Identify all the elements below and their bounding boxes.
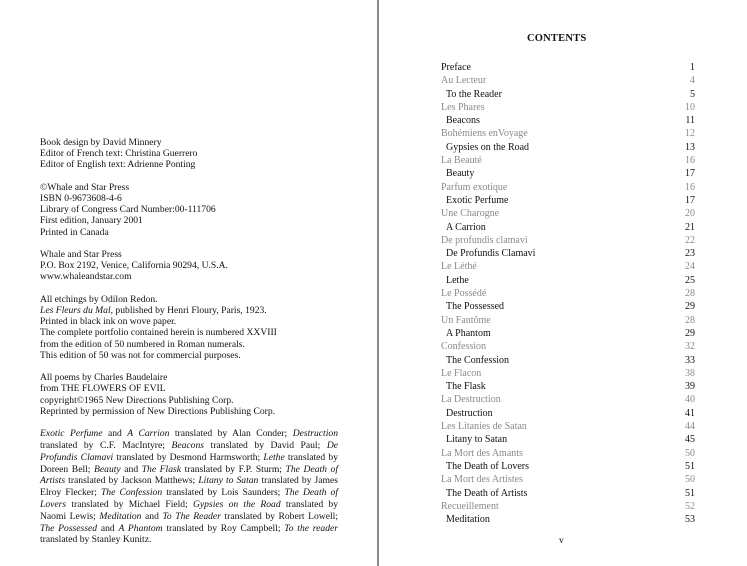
- toc-title: The Death of Lovers: [446, 460, 530, 472]
- toc-entry-english: [441, 274, 695, 287]
- toc-title: Preface: [441, 62, 471, 73]
- toc-entry-english: [441, 221, 695, 234]
- toc-title: The Flask: [446, 381, 486, 393]
- toc-page-number: 51: [685, 487, 695, 499]
- toc-title: Confession: [441, 341, 486, 353]
- translator-text: and: [97, 522, 119, 534]
- poem-title: To the reader: [284, 522, 338, 534]
- toc-page-number: 1: [690, 62, 695, 73]
- toc-title: Les Phares: [441, 101, 485, 113]
- translator-text: translated by Alan Conder;: [169, 428, 293, 440]
- permission-line: Reprinted by permission of New Directions Publishing Corp.: [40, 405, 276, 417]
- poem-title: Beacons: [171, 440, 204, 451]
- publisher-address-line: P.O. Box 2192, Venice, California 90294, U.S.A.: [40, 260, 228, 272]
- toc-entry-french: [441, 154, 695, 167]
- poem-title: To The Reader: [162, 510, 221, 522]
- toc-page-number: 13: [685, 141, 695, 153]
- toc-page-number: 23: [685, 248, 695, 260]
- toc-entry-french: [441, 367, 695, 380]
- toc-page-number: 28: [685, 314, 695, 326]
- toc-title: The Confession: [446, 354, 510, 366]
- translator-text: translated by Naomi Lewis;: [40, 498, 338, 522]
- toc-page-number: 4: [690, 75, 695, 87]
- etchings-info: [40, 294, 340, 361]
- toc-page-number: 40: [685, 394, 695, 406]
- toc-entry-french: [441, 393, 695, 406]
- translator-credits: [40, 428, 338, 546]
- poems-permission: [40, 372, 340, 417]
- publisher-name: Whale and Star Press: [40, 249, 122, 260]
- toc-page-number: 11: [685, 115, 695, 127]
- permission-line: copyright©1965 New Directions Publishing Corp.: [40, 394, 234, 406]
- toc-entry-french: [441, 207, 695, 220]
- toc-page-number: 38: [685, 367, 695, 379]
- toc-entry-french: [441, 74, 695, 87]
- poem-title: Meditation: [99, 510, 142, 522]
- toc-title: Meditation: [446, 514, 490, 526]
- toc-entry-french: [441, 420, 695, 433]
- poem-title: Beauty: [94, 463, 121, 475]
- toc-page-number: 16: [685, 155, 695, 167]
- translator-text: translated by Stanley Kunitz.: [40, 534, 152, 546]
- publisher-website: www.whaleandstar.com: [40, 271, 132, 283]
- source-rest: , published by Henri Floury, Paris, 1923.: [110, 305, 267, 316]
- toc-entry-french: [441, 340, 695, 353]
- toc-entry-french: [441, 447, 695, 460]
- toc-page-number: 51: [685, 460, 695, 472]
- toc-title: De profundis clamavi: [441, 234, 528, 246]
- toc-title: The Death of Artists: [446, 487, 528, 499]
- toc-title: A Phantom: [446, 327, 491, 339]
- toc-title: The Possessed: [446, 301, 505, 313]
- toc-entry-french: [441, 127, 695, 140]
- poem-title: Lethe: [263, 451, 285, 463]
- toc-title: La Beauté: [441, 155, 482, 167]
- toc-title: Litany to Satan: [446, 434, 508, 446]
- source-line: [40, 305, 340, 316]
- edition-line: First edition, January 2001: [40, 215, 143, 227]
- toc-title: Bohémiens enVoyage: [441, 128, 528, 140]
- toc-title: Exotic Perfume: [446, 194, 509, 206]
- toc-title: La Destruction: [441, 394, 501, 406]
- poem-title: Destruction: [292, 428, 338, 440]
- toc-page-number: 12: [685, 128, 695, 140]
- toc-title: Gypsies on the Road: [446, 141, 530, 153]
- toc-title: Un Fantôme: [441, 314, 491, 326]
- poem-title: The Possessed: [40, 522, 98, 534]
- page-number: v: [559, 536, 564, 546]
- translator-text: and: [102, 428, 128, 440]
- etchings-line: The complete portfolio contained herein is numbered XXVIII: [40, 327, 277, 339]
- translator-text: and: [120, 463, 142, 475]
- toc-entry-french: [441, 234, 695, 247]
- toc-page-number: 17: [685, 168, 695, 180]
- design-credits: [40, 137, 340, 171]
- toc-page-number: 17: [685, 194, 695, 206]
- toc-title: Beauty: [446, 168, 475, 180]
- toc-title: Le Léthé: [441, 261, 477, 273]
- toc-title: Le Flacon: [441, 367, 482, 379]
- permission-line: All poems by Charles Baudelaire: [40, 372, 168, 384]
- source-title: Les Fleurs du Mal: [40, 305, 111, 316]
- toc-page-number: 24: [685, 261, 695, 273]
- credit-line: Editor of English text: Adrienne Ponting: [40, 159, 196, 171]
- publisher-address: [40, 249, 340, 283]
- toc-entry-french: [441, 473, 695, 486]
- poem-title: Litany to Satan: [198, 475, 259, 487]
- toc-page-number: 39: [685, 381, 695, 393]
- toc-page-number: 28: [685, 288, 695, 300]
- toc-entry-english: [441, 247, 695, 260]
- toc-page-number: 52: [685, 500, 695, 512]
- toc-entry-french: [441, 314, 695, 327]
- toc-entry-french: [441, 181, 695, 194]
- toc-title: La Mort des Amants: [441, 447, 523, 459]
- poem-title: De Profundis Clamavi: [40, 440, 338, 463]
- toc-title: Une Charogne: [441, 208, 500, 220]
- toc-title: A Carrion: [446, 221, 486, 233]
- poem-title: A Phantom: [118, 522, 163, 534]
- toc-page-number: 25: [685, 274, 695, 286]
- toc-title: Au Lecteur: [441, 75, 487, 87]
- toc-title: Les Litanies de Satan: [441, 421, 527, 433]
- translator-text: translated by James Elroy Flecker;: [40, 475, 338, 499]
- poem-title: The Flask: [141, 463, 181, 475]
- toc-title: Parfum exotique: [441, 181, 508, 193]
- translator-text: translated by Jackson Matthews;: [65, 475, 199, 487]
- toc-title: Lethe: [446, 274, 469, 286]
- toc-entry-english: [441, 433, 695, 446]
- toc-entry-french: [441, 101, 695, 114]
- publication-info: [40, 182, 340, 238]
- toc-entry-french: [441, 260, 695, 273]
- toc-title: To the Reader: [446, 88, 502, 100]
- translator-text: translated by Roy Campbell;: [162, 522, 285, 534]
- toc-page-number: 44: [685, 421, 695, 433]
- toc-title: La Mort des Artistes: [441, 474, 523, 486]
- toc-page-number: 50: [685, 447, 695, 459]
- toc-page-number: 45: [685, 434, 695, 446]
- poem-title: A Carrion: [127, 428, 170, 440]
- toc-entry-english: [441, 460, 695, 473]
- translator-text: translated by Lois Saunders;: [162, 487, 285, 499]
- toc-entry-heading: [441, 61, 695, 74]
- toc-title: Recueillement: [441, 500, 499, 512]
- translator-text: translated by Doreen Bell;: [40, 451, 338, 475]
- toc-page-number: 10: [685, 101, 695, 113]
- translator-text: translated by F.P. Sturm;: [181, 463, 286, 475]
- toc-title: Destruction: [446, 407, 493, 419]
- toc-entry-english: [441, 407, 695, 420]
- toc-entry-english: [441, 194, 695, 207]
- copyright-line: ©Whale and Star Press: [40, 181, 130, 193]
- toc-entry-english: [441, 141, 695, 154]
- toc-entry-english: [441, 167, 695, 180]
- credit-line: Editor of French text: Christina Guerrero: [40, 148, 198, 160]
- poem-title: Gypsies on the Road: [193, 498, 281, 510]
- loc-line: Library of Congress Card Number:00-111706: [40, 204, 216, 216]
- table-of-contents: [441, 61, 695, 526]
- toc-entry-english: [441, 300, 695, 313]
- credits-text: [40, 137, 340, 546]
- isbn-line: ISBN 0-9673608-4-6: [40, 193, 122, 204]
- toc-page-number: 32: [685, 341, 695, 353]
- toc-page-number: 16: [685, 181, 695, 193]
- toc-title: De Profundis Clamavi: [446, 248, 536, 260]
- toc-title: Beacons: [446, 115, 480, 127]
- toc-entry-english: [441, 88, 695, 101]
- toc-entry-english: [441, 327, 695, 340]
- toc-title: Le Possédé: [441, 288, 487, 300]
- poem-title: The Death of Artists: [40, 463, 339, 487]
- contents-page: [379, 0, 747, 566]
- poem-title: The Death of Lovers: [40, 487, 338, 510]
- etchings-line: from the edition of 50 numbered in Roman numerals.: [40, 338, 245, 350]
- poem-title: Exotic Perfume: [40, 428, 103, 440]
- toc-page-number: 53: [685, 514, 695, 526]
- toc-entry-french: [441, 500, 695, 513]
- toc-page-number: 29: [685, 327, 695, 339]
- translator-text: translated by David Paul;: [204, 440, 327, 451]
- etchings-line: Printed in black ink on wove paper.: [40, 316, 177, 328]
- toc-entry-english: [441, 513, 695, 526]
- permission-line: from THE FLOWERS OF EVIL: [40, 383, 166, 395]
- contents-title: CONTENTS: [527, 33, 587, 44]
- toc-page-number: 5: [690, 88, 695, 100]
- toc-page-number: 20: [685, 208, 695, 220]
- printed-line: Printed in Canada: [40, 226, 109, 238]
- etchings-line: All etchings by Odilon Redon.: [40, 293, 158, 305]
- toc-page-number: 21: [685, 221, 695, 233]
- toc-entry-english: [441, 114, 695, 127]
- translator-text: and: [141, 510, 163, 522]
- toc-page-number: 33: [685, 354, 695, 366]
- etchings-line: This edition of 50 was not for commercial purposes.: [40, 349, 241, 361]
- toc-page-number: 22: [685, 234, 695, 246]
- translator-text: translated by Michael Field;: [66, 498, 193, 510]
- translator-text: translated by C.F. MacIntyre;: [40, 440, 172, 451]
- toc-entry-french: [441, 287, 695, 300]
- poem-title: The Confession: [100, 487, 163, 499]
- toc-page-number: 50: [685, 474, 695, 486]
- toc-entry-english: [441, 380, 695, 393]
- toc-entry-english: [441, 354, 695, 367]
- toc-page-number: 29: [685, 301, 695, 313]
- toc-page-number: 41: [685, 407, 695, 419]
- translator-text: translated by Robert Lowell;: [220, 510, 338, 522]
- translator-text: translated by Desmond Harmsworth;: [113, 451, 264, 463]
- toc-entry-english: [441, 487, 695, 500]
- credit-line: Book design by David Minnery: [40, 137, 162, 148]
